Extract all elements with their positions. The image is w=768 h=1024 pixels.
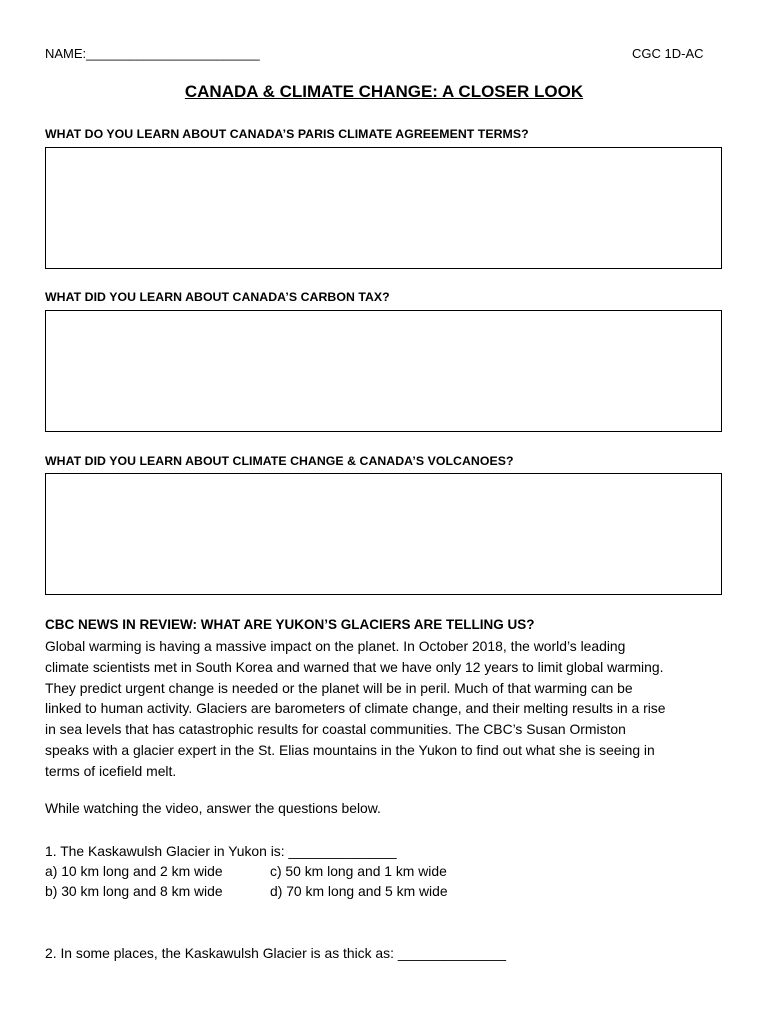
- paragraph-line: climate scientists met in South Korea and warned that we have only 12 years to limit global warming.: [45, 658, 664, 675]
- paragraph-line: They predict urgent change is needed or the planet will be in peril. Much of that warming can be: [45, 679, 633, 696]
- question-carbon-tax: WHAT DID YOU LEARN ABOUT CANADA’S CARBON TAX?: [45, 290, 390, 304]
- paragraph-line: linked to human activity. Glaciers are barometers of climate change, and their melting results in a rise: [45, 700, 666, 717]
- question-1-prompt: 1. The Kaskawulsh Glacier in Yukon is: ______________: [45, 843, 397, 859]
- answer-box-carbon-tax[interactable]: [45, 310, 722, 432]
- page-title: CANADA & CLIMATE CHANGE: A CLOSER LOOK: [184, 82, 584, 101]
- paragraph-line: Global warming is having a massive impact on the planet. In October 2018, the world’s leading: [45, 638, 626, 654]
- question-volcanoes: WHAT DID YOU LEARN ABOUT CLIMATE CHANGE & CANADA’S VOLCANOES?: [45, 454, 514, 468]
- course-code: CGC 1D-AC: [632, 46, 704, 61]
- name-field[interactable]: NAME:________________________: [45, 46, 260, 61]
- paragraph-line: in sea levels that has catastrophic results for coastal communities. The CBC’s Susan Ormiston: [45, 721, 626, 738]
- answer-box-paris-agreement[interactable]: [45, 147, 722, 269]
- question-1-option-a: a) 10 km long and 2 km wide: [45, 863, 223, 879]
- question-1-option-b: b) 30 km long and 8 km wide: [45, 883, 223, 899]
- question-1-option-c: c) 50 km long and 1 km wide: [270, 863, 447, 879]
- answer-box-volcanoes[interactable]: [45, 473, 722, 595]
- cbc-section-heading: CBC NEWS IN REVIEW: WHAT ARE YUKON’S GLACIERS ARE TELLING US?: [45, 617, 535, 632]
- question-1-option-d: d) 70 km long and 5 km wide: [270, 883, 448, 899]
- question-2-prompt: 2. In some places, the Kaskawulsh Glacier is as thick as: ______________: [45, 945, 506, 961]
- question-paris-agreement: WHAT DO YOU LEARN ABOUT CANADA’S PARIS CLIMATE AGREEMENT TERMS?: [45, 127, 529, 141]
- video-instruction: While watching the video, answer the questions below.: [45, 800, 381, 816]
- cbc-intro-paragraph: [45, 636, 735, 782]
- paragraph-line: speaks with a glacier expert in the St. Elias mountains in the Yukon to find out what she is seeing in: [45, 741, 655, 758]
- paragraph-line: terms of icefield melt.: [45, 762, 177, 779]
